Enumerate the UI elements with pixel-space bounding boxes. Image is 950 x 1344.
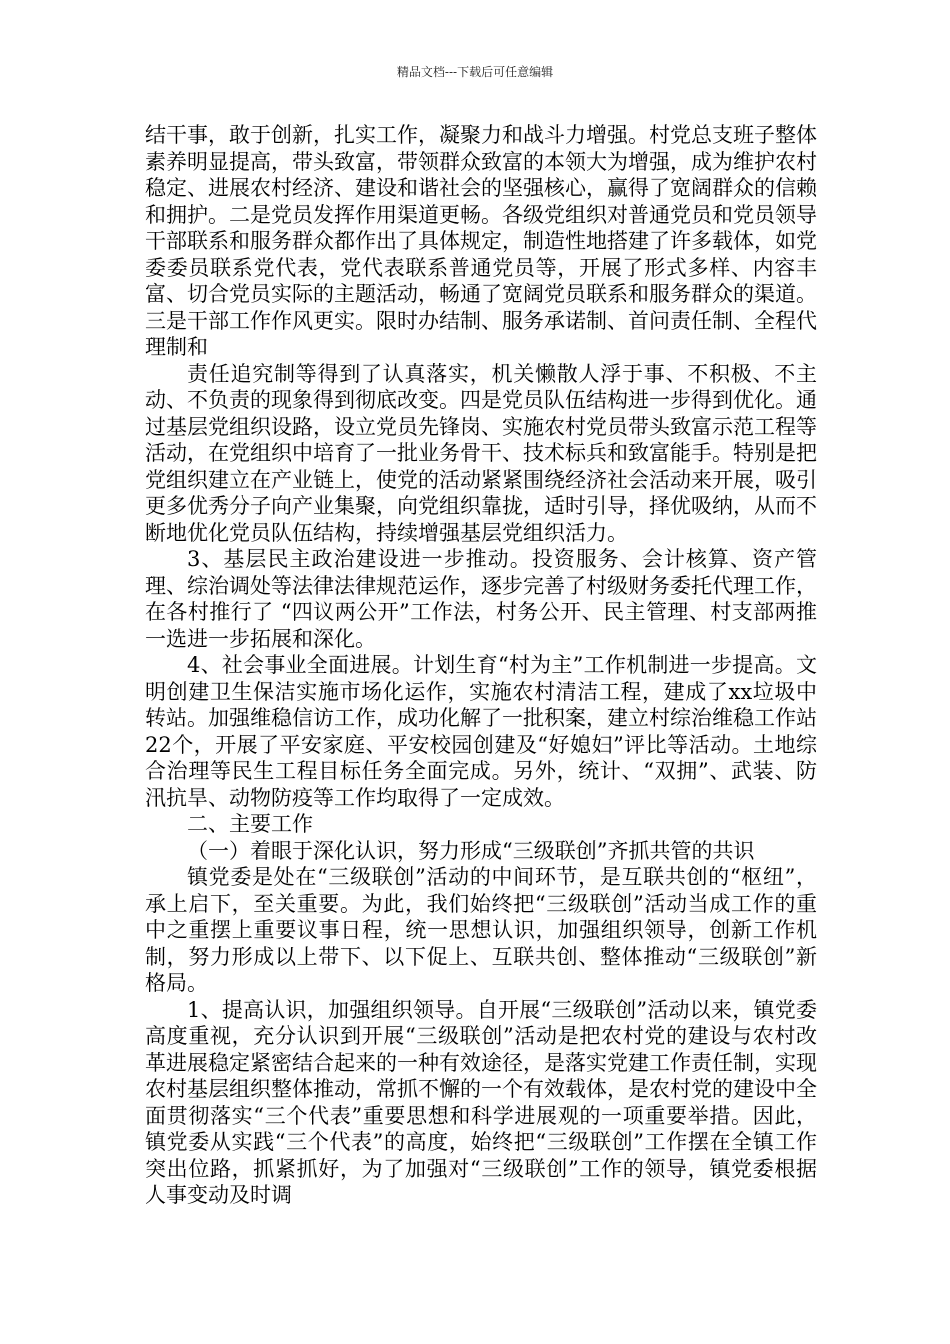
document-body xyxy=(145,122,817,1209)
subsection-heading-1: （一）着眼于深化认识，努力形成“三级联创”齐抓共管的共识 xyxy=(187,838,755,863)
paragraph-3: 3、基层民主政治建设进一步推动。投资服务、会计核算、资产管理、综治调处等法律法律规范运作，逐步完善了村级财务委托代理工作，在各村推行了 “四议两公开”工作法，村务公开、民主管理、村支部两推一选进一步拓展和深化。 xyxy=(145,547,817,651)
paragraph-6: 1、提高认识，加强组织领导。自开展“三级联创”活动以来，镇党委高度重视，充分认识到开展“三级联创”活动是把农村党的建设与农村改革进展稳定紧密结合起来的一种有效途径，是落实党建工作责任制，实现农村基层组织整体推动，常抓不懈的一个有效载体，是农村党的建设中全面贯彻落实“三个代表”重要思想和科学进展观的一项重要举措。因此，镇党委从实践“三个代表”的高度，始终把“三级联创”工作摆在全镇工作突出位路，抓紧抓好，为了加强对“三级联创”工作的领导，镇党委根据人事变动及时调 xyxy=(145,997,817,1207)
paragraph-1: 结干事，敢于创新，扎实工作，凝聚力和战斗力增强。村党总支班子整体素养明显提高，带头致富，带领群众致富的本领大为增强，成为维护农村稳定、进展农村经济、建设和谐社会的坚强核心，赢得了宽阔群众的信赖和拥护。二是党员发挥作用渠道更畅。各级党组织对普通党员和党员领导干部联系和服务群众都作出了具体规定，制造性地搭建了许多载体，如党委委员联系党代表，党代表联系普通党员等，开展了形式多样、内容丰富、切合党员实际的主题活动，畅通了宽阔党员联系和服务群众的渠道。三是干部工作作风更实。限时办结制、服务承诺制、首问责任制、全程代理制和 xyxy=(145,123,817,359)
paragraph-5: 镇党委是处在“三级联创”活动的中间环节，是互联共创的“枢纽”，承上启下，至关重要。为此，我们始终把“三级联创”活动当成工作的重中之重摆上重要议事日程，统一思想认识，加强组织领导，创新工作机制，努力形成以上带下、以下促上、互联共创、整体推动“三级联创”新格局。 xyxy=(145,865,817,995)
page-header: 精品文档---下载后可任意编辑 xyxy=(396,65,554,79)
paragraph-2: 责任追究制等得到了认真落实，机关懒散人浮于事、不积极、不主动、不负责的现象得到彻底改变。四是党员队伍结构进一步得到优化。通过基层党组织设路，设立党员先锋岗、实施农村党员带头致富示范工程等活动，在党组织中培育了一批业务骨干、技术标兵和致富能手。特别是把党组织建立在产业链上，使党的活动紧紧围绕经济社会活动来开展，吸引更多优秀分子向产业集聚，向党组织靠拢，适时引导，择优吸纳，从而不断地优化党员队伍结构，持续增强基层党组织活力。 xyxy=(145,361,817,545)
paragraph-4: 4、社会事业全面进展。计划生育“村为主”工作机制进一步提高。文明创建卫生保洁实施市场化运作，实施农村清洁工程，建成了xx垃圾中转站。加强维稳信访工作，成功化解了一批积案，建立村综治维稳工作站22个，开展了平安家庭、平安校园创建及“好媳妇”评比等活动。土地综合治理等民生工程目标任务全面完成。另外，统计、“双拥”、武装、防汛抗旱、动物防疫等工作均取得了一定成效。 xyxy=(145,653,817,810)
section-heading-main-work: 二、主要工作 xyxy=(187,812,313,836)
